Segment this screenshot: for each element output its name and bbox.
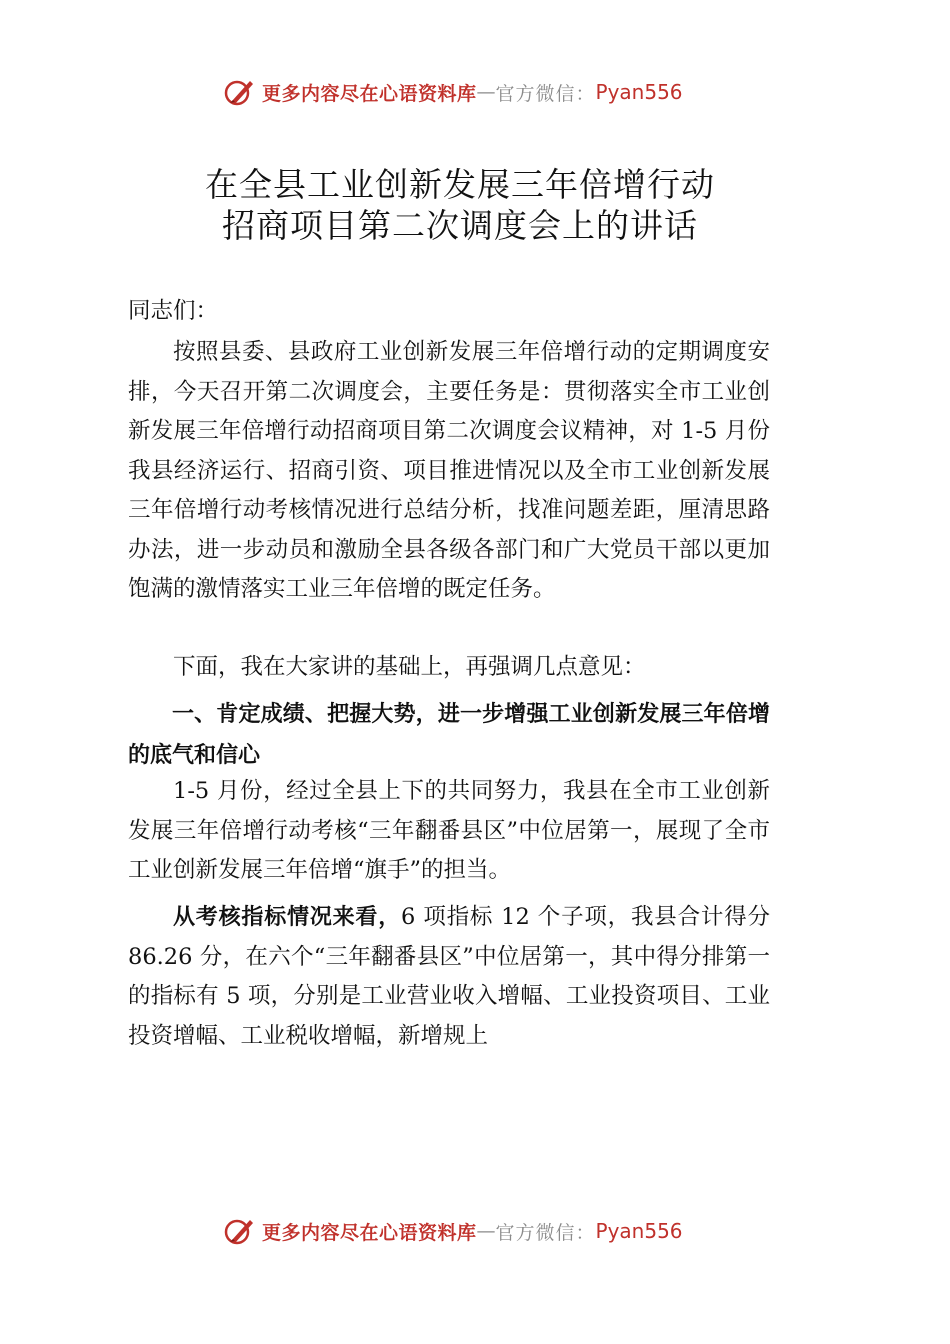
banner-wechat-label: 官方微信： — [495, 1221, 596, 1244]
pen-logo-icon — [222, 1214, 256, 1248]
document-title-line-1: 在全县工业创新发展三年倍增行动 — [205, 165, 715, 204]
paragraph-achievement: 1-5 月份，经过全县上下的共同努力，我县在全市工业创新发展三年倍增行动考核“三年翻番县区”中位居第一，展现了全市工业创新发展三年倍增“旗手”的担当。 — [128, 778, 770, 883]
section-heading-1: 一、肯定成绩、把握大势，进一步增强工业创新发展三年倍增的底气和信心 — [128, 702, 770, 768]
pen-logo-icon — [222, 75, 256, 109]
banner-wechat-label: 官方微信： — [495, 82, 596, 105]
banner-wechat-id: Pyan556 — [595, 80, 683, 104]
banner-main-text: 更多内容尽在心语资料库 — [262, 1221, 477, 1244]
salutation: 同志们： — [128, 298, 219, 324]
banner-wechat-id: Pyan556 — [595, 1219, 683, 1243]
footer-banner — [222, 1213, 683, 1249]
banner-main-text: 更多内容尽在心语资料库 — [262, 82, 477, 105]
paragraph-indicators — [128, 898, 770, 1056]
banner-separator: — — [476, 1220, 496, 1242]
paragraph-indicators-text: 6 项指标 12 个子项，我县合计得分 86.26 分，在六个“三年翻番县区”中位居第一，其中得分排第一的指标有 5 项，分别是工业营业收入增幅、工业投资项目、工业投资增幅、工业税收增幅，新增规上 — [128, 904, 770, 1049]
paragraph-lead-bold: 从考核指标情况来看， — [173, 905, 402, 930]
banner-separator: — — [476, 81, 496, 103]
document-title-line-2: 招商项目第二次调度会上的讲话 — [222, 206, 698, 245]
paragraph-transition: 下面，我在大家讲的基础上，再强调几点意见： — [173, 654, 646, 680]
paragraph-intro: 按照县委、县政府工业创新发展三年倍增行动的定期调度安排，今天召开第二次调度会，主要任务是：贯彻落实全市工业创新发展三年倍增行动招商项目第二次调度会议精神，对 1-5 月份我县经济运行、招商引资、项目推进情况以及全市工业创新发展三年倍增行动考核情况进行总结分析，找准问题差距，厘清思路办法，进一步动员和激励全县各级各部门和广大党员干部以更加饱满的激情落实工业三年倍增的既定任务。 — [128, 339, 770, 602]
header-banner — [222, 74, 683, 110]
